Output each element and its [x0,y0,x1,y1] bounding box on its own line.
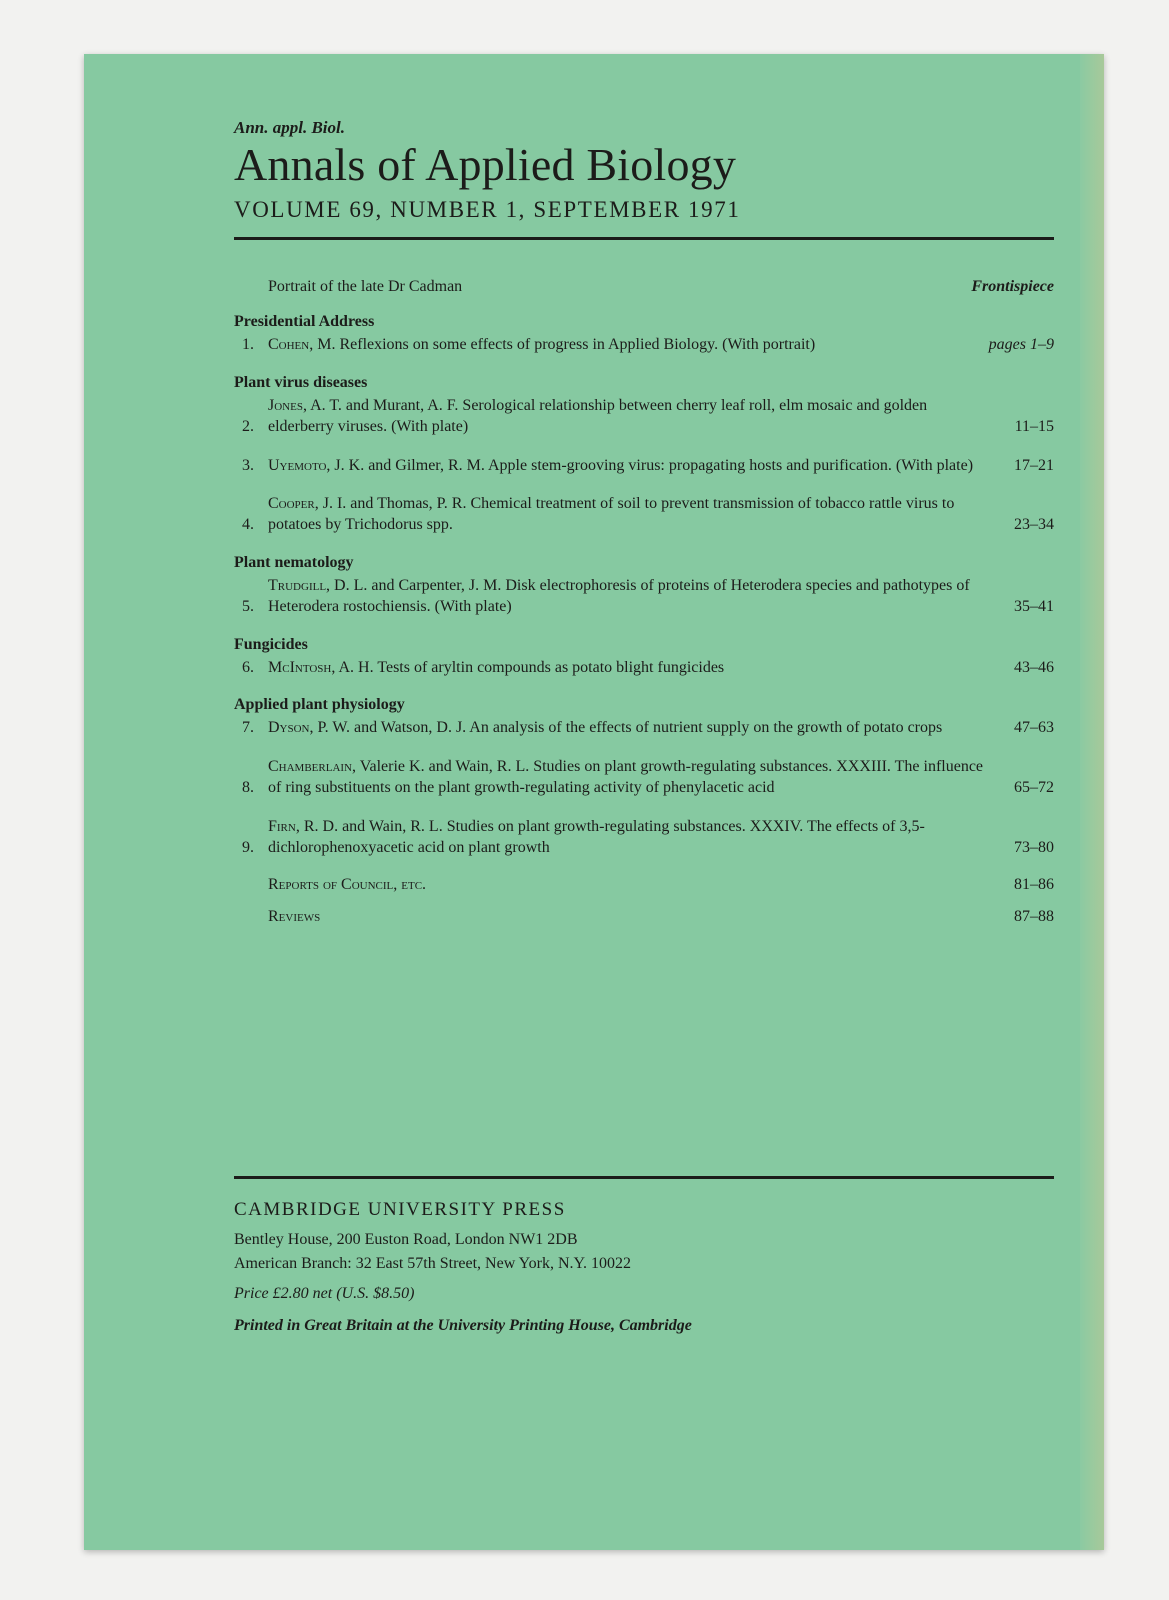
entry-author: Firn [268,817,296,835]
entry-description: , P. W. and Watson, D. J. An analysis of the effects of nutrient supply on the growth of potato crops [309,719,943,737]
toc-extra-row [234,876,1054,894]
section-heading: Fungicides [234,635,308,653]
header-rule [234,237,1054,240]
toc-extra-row [234,908,1054,926]
entry-description: , R. D. and Wain, R. L. Studies on plant growth-regulating substances. XXXIV. The effects of 3,5-dichlorophenoxyacetic acid on plant growth [268,817,925,856]
cover-content [234,118,1054,940]
publisher-address: Bentley House, 200 Euston Road, London NW1 2DB [234,1231,578,1248]
toc-entry [234,817,1054,859]
entry-pages: 11–15 [1014,417,1054,435]
entry-author: Trudgill [268,576,327,594]
entry-pages: 73–80 [1014,838,1054,856]
entry-text [268,335,989,356]
journal-abbreviation: Ann. appl. Biol. [234,118,346,137]
extra-text: Reports of Council, etc. [268,876,427,894]
toc-entry [234,757,1054,799]
section-heading: Presidential Address [234,313,375,331]
entry-pages: 47–63 [1014,719,1054,737]
table-of-contents [234,276,1054,927]
toc-sections [234,313,1054,858]
extra-text: Reviews [268,908,321,926]
entry-text [268,576,1014,618]
journal-title: Annals of Applied Biology [234,139,737,190]
printer-line: Printed in Great Britain at the University Printing House, Cambridge [234,1317,692,1334]
entry-description: , D. L. and Carpenter, J. M. Disk electrophoresis of proteins of Heterodera species and pathotypes of Heterodera rostochiensis. (With plate) [268,576,970,615]
entry-text [268,494,1014,536]
entry-text [268,718,1014,739]
entry-number: 2. [242,417,254,435]
entry-number: 7. [242,719,254,737]
entry-author: Cooper [268,495,315,513]
volume-line: VOLUME 69, NUMBER 1, SEPTEMBER 1971 [234,196,741,222]
frontispiece-page: Frontispiece [971,277,1054,295]
entry-description: , A. H. Tests of aryltin compounds as potato blight fungicides [331,658,725,676]
entry-author: Uyemoto [268,456,327,474]
extra-pages: 87–88 [1014,908,1054,926]
section-heading: Plant virus diseases [234,373,368,391]
price-line: Price £2.80 net (U.S. $8.50) [234,1285,415,1302]
publisher-name: CAMBRIDGE UNIVERSITY PRESS [234,1199,566,1220]
frontispiece-row [234,276,1054,298]
footer-rule [234,1176,1054,1179]
entry-text [268,658,1014,679]
entry-pages: 43–46 [1014,658,1054,676]
entry-author: Dyson [268,719,310,737]
entry-pages: 23–34 [1014,516,1054,534]
entry-author: Cohen [268,336,310,354]
entry-description: , Valerie K. and Wain, R. L. Studies on plant growth-regulating substances. XXXIII. The influence of ring substituents on the plant growth-regulating activity of phenylacetic acid [268,758,984,796]
entry-description: , A. T. and Murant, A. F. Serological relationship between cherry leaf roll, elm mosaic and golden elderberry viruses. (With plate) [268,396,928,435]
entry-description: , J. K. and Gilmer, R. M. Apple stem-grooving virus: propagating hosts and purification. (With plate) [326,456,974,474]
cover-spine [1080,54,1104,1550]
extra-pages: 81–86 [1014,876,1054,894]
entry-number: 9. [242,838,254,856]
entry-number: 5. [242,597,254,615]
entry-number: 3. [242,456,254,474]
journal-cover [84,54,1104,1550]
entry-text [268,396,1015,438]
entry-pages: 17–21 [1014,456,1054,474]
toc-entry [234,396,1054,438]
entry-text [268,817,1014,859]
entry-number: 1. [242,336,254,354]
toc-entry [234,456,1054,477]
entry-text [268,456,1014,477]
entry-description: , J. I. and Thomas, P. R. Chemical treatment of soil to prevent transmission of tobacco rattle virus to potatoes by Trichodorus spp. [268,495,955,534]
entry-text [268,757,1014,799]
entry-pages: pages 1–9 [988,336,1054,354]
frontispiece-text: Portrait of the late Dr Cadman [268,277,463,295]
toc-entry [234,658,1054,679]
entry-author: McIntosh [268,658,332,676]
entry-description: , M. Reflexions on some effects of progress in Applied Biology. (With portrait) [309,336,816,354]
entry-author: Jones [268,396,303,414]
entry-number: 8. [242,778,254,796]
toc-entry [234,576,1054,618]
toc-entry [234,494,1054,536]
section-heading: Applied plant physiology [234,696,405,714]
toc-entry [234,718,1054,739]
toc-entry [234,335,1054,356]
entry-pages: 35–41 [1014,597,1054,615]
section-heading: Plant nematology [234,553,354,571]
entry-number: 6. [242,658,254,676]
entry-number: 4. [242,516,254,534]
entry-pages: 65–72 [1014,778,1054,796]
american-branch-address: American Branch: 32 East 57th Street, New York, N.Y. 10022 [234,1255,631,1272]
entry-author: Chamberlain [268,758,353,776]
publisher-footer [234,1176,1054,1335]
toc-extras [234,876,1054,926]
